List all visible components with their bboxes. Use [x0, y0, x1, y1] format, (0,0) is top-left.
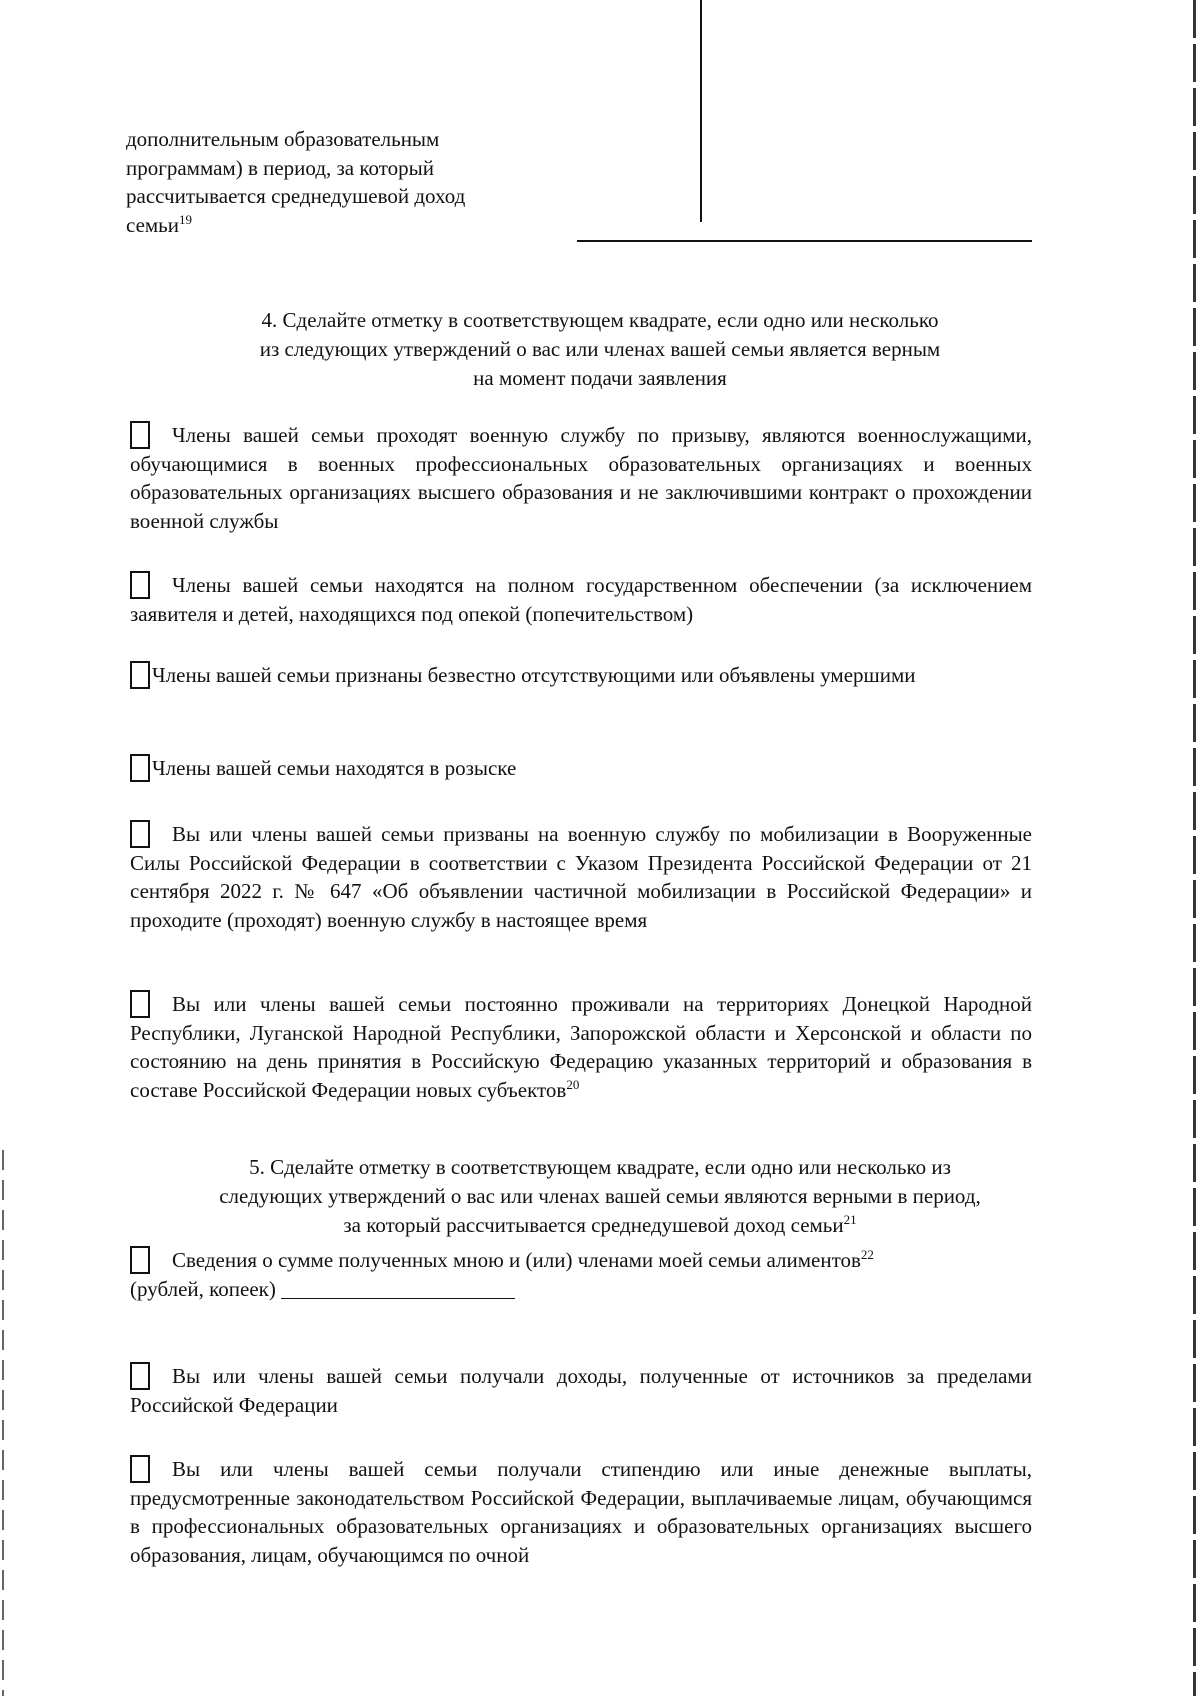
table-cell-line: [126, 211, 566, 240]
checkbox-item-mobilization: [130, 820, 1032, 934]
table-cell-line: рассчитывается среднедушевой доход: [126, 184, 466, 208]
checkbox[interactable]: [130, 661, 150, 689]
footnote-ref: 19: [179, 211, 193, 227]
scan-edge-right: [1193, 0, 1196, 1696]
checkbox-item-text: Члены вашей семьи признаны безвестно отсутствующими или объявлены умершими: [152, 663, 916, 687]
table-cell-last-word: семьи: [126, 212, 180, 237]
checkbox[interactable]: [130, 421, 150, 449]
checkbox-item-scholarship: [130, 1455, 1032, 1569]
heading-line: 5. Сделайте отметку в соответствующем квадрате, если одно или несколько из: [249, 1155, 951, 1179]
checkbox-item-wanted: [130, 754, 1032, 783]
checkbox-item-foreign-income: [130, 1362, 1032, 1419]
checkbox[interactable]: [130, 820, 150, 848]
checkbox-item-new-territories: [130, 990, 1032, 1104]
heading-line: [150, 1211, 1050, 1240]
signature-line: [577, 240, 1032, 242]
checkbox-item-missing-or-deceased: [130, 661, 1032, 690]
section-4-heading: [150, 306, 1050, 393]
alimony-unit-label: (рублей, копеек): [130, 1276, 276, 1301]
checkbox[interactable]: [130, 990, 150, 1018]
checkbox-item-text: Вы или члены вашей семьи призваны на военную службу по мобилизации в Вооруженные Силы Российской Федерации в соответствии с Указом Президента Российской Федерации от 21 сентября 2022 г. № 647 «Об объявлении частичной мобилизации в Российской Федерации» и проходите (проходят) военную службу в настоящее время: [130, 822, 1032, 932]
checkbox-item-text: Вы или члены вашей семьи получали стипендию или иные денежные выплаты, предусмотренные законодательством Российской Федерации, выплачиваемые лицам, обучающимся в профессиональных образовательных организациях и образовательных организациях высшего образования, лицам, обучающимся по очной: [130, 1457, 1032, 1567]
checkbox-item-alimony: [130, 1246, 1032, 1303]
checkbox-item-conscripts: [130, 421, 1032, 535]
checkbox[interactable]: [130, 1246, 150, 1274]
checkbox[interactable]: [130, 1455, 150, 1483]
footnote-ref: 22: [860, 1247, 874, 1262]
heading-line-text: за который рассчитывается среднедушевой доход семьи: [343, 1213, 844, 1237]
alimony-amount-field[interactable]: [281, 1278, 515, 1299]
footnote-ref: 21: [843, 1212, 857, 1227]
table-cell-line: дополнительным образовательным: [126, 127, 440, 151]
checkbox[interactable]: [130, 754, 150, 782]
scan-edge-left: [2, 1150, 4, 1696]
heading-line: из следующих утверждений о вас или членах вашей семьи является верным: [259, 337, 941, 361]
table-cell-line: программам) в период, за который: [126, 155, 434, 180]
checkbox[interactable]: [130, 1362, 150, 1390]
checkbox-item-text: Вы или члены вашей семьи получали доходы, полученные от источников за пределами Российской Федерации: [130, 1364, 1032, 1417]
checkbox-item-text: Члены вашей семьи проходят военную службу по призыву, являются военнослужащими, обучающимися в военных профессиональных образовательных организациях и военных образовательных организациях высшего образования и не заключившими контракт о прохождении военной службы: [130, 423, 1032, 533]
section-5-heading: [150, 1153, 1050, 1240]
table-cell-text: [126, 125, 566, 239]
heading-line: на момент подачи заявления: [473, 366, 727, 390]
heading-line: 4. Сделайте отметку в соответствующем квадрате, если одно или несколько: [261, 308, 939, 332]
checkbox-item-text: Сведения о сумме полученных мною и (или) членами моей семьи алиментов: [172, 1248, 861, 1272]
checkbox[interactable]: [130, 571, 150, 599]
checkbox-item-state-support: [130, 571, 1032, 628]
checkbox-item-text: Члены вашей семьи находятся в розыске: [152, 756, 517, 780]
heading-line: следующих утверждений о вас или членах вашей семьи являются верными в период,: [219, 1184, 981, 1208]
checkbox-item-text: Вы или члены вашей семьи постоянно проживали на территориях Донецкой Народной Республики, Луганской Народной Республики, Запорожской области и Херсонской и области по состоянию на день принятия в Российскую Федерацию указанных территорий и образования в составе Российской Федерации новых субъектов: [130, 992, 1032, 1102]
footnote-ref: 20: [566, 1076, 580, 1092]
checkbox-item-text: Члены вашей семьи находятся на полном государственном обеспечении (за исключением заявителя и детей, находящихся под опекой (попечительством): [130, 573, 1032, 626]
table-vertical-line: [700, 0, 702, 222]
